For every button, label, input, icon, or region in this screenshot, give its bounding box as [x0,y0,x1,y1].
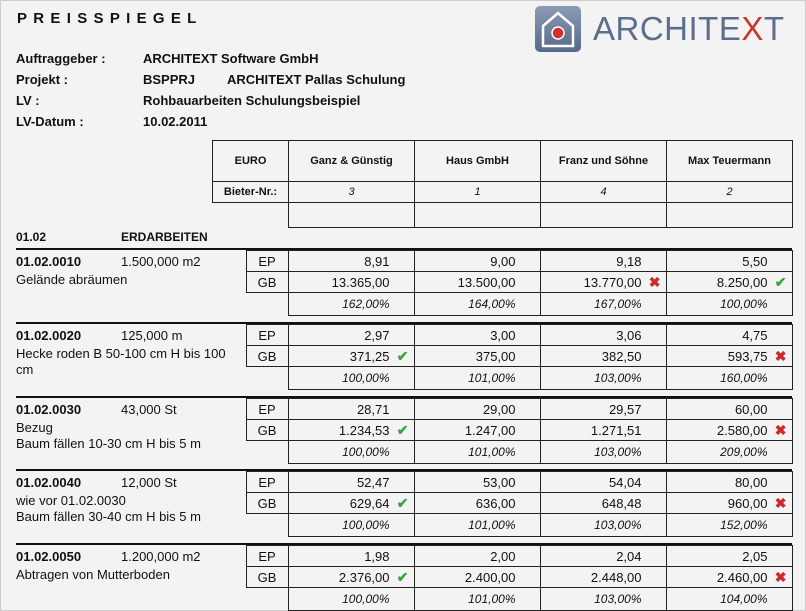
position-description: Abtragen von Mutterboden [16,566,170,582]
pct-value-cell [414,367,540,390]
pct-value: 103,00% [594,518,642,532]
cross-icon: ✖ [774,569,787,585]
gb-value-cell [666,272,792,293]
ep-value-cell [288,251,414,272]
position-item [16,248,792,316]
gb-value-cell [414,272,540,293]
empty-cell [246,588,288,611]
ep-value: 2,97 [364,327,390,343]
position-item [16,322,792,390]
ep-label: EP [246,472,288,493]
pct-value: 103,00% [594,371,642,385]
page-title: PREISSPIEGEL [17,10,203,27]
gb-value-cell [666,493,792,514]
ep-value-cell [414,399,540,420]
pct-value: 100,00% [720,297,768,311]
gb-value: 1.271,51 [590,422,642,438]
gb-value: 629,64 [349,495,390,511]
pct-value-cell [540,514,666,537]
gb-value: 593,75 [727,348,768,364]
section-title: ERDARBEITEN [121,230,208,244]
position-number: 01.02.0050 [16,548,82,564]
position-quantity: 125,000 m [121,327,183,343]
ep-value: 29,00 [482,401,516,417]
ep-value-cell [540,325,666,346]
gb-value: 960,00 [727,495,768,511]
pct-value: 209,00% [720,445,768,459]
ep-label: EP [246,251,288,272]
position-description: Gelände abräumen [16,271,128,287]
gb-value-cell [540,420,666,441]
check-icon: ✔ [774,274,787,290]
ep-value: 53,00 [482,474,516,490]
gb-value-cell [288,346,414,367]
gb-value-cell [414,567,540,588]
project-label: Projekt : [16,72,69,87]
ep-value-cell [666,472,792,493]
ep-value: 52,47 [356,474,390,490]
ep-value: 2,04 [616,548,642,564]
pct-value: 104,00% [720,592,768,606]
pct-value-cell [666,588,792,611]
gb-value: 382,50 [601,348,642,364]
cross-icon: ✖ [648,274,661,290]
pct-value: 101,00% [468,371,516,385]
gb-value-cell [288,567,414,588]
pct-value-cell [288,514,414,537]
pct-value: 162,00% [342,297,390,311]
logo-text: ARCHITE [593,10,742,47]
pct-value-cell [288,441,414,464]
gb-value: 2.376,00 [338,569,390,585]
architext-logo [535,6,785,52]
pct-value: 100,00% [342,518,390,532]
project-code: BSPPRJ [143,72,196,87]
position-number: 01.02.0010 [16,253,82,269]
gb-value-cell [288,420,414,441]
ep-value: 9,00 [490,253,516,269]
ep-value-cell [540,472,666,493]
ep-label: EP [246,325,288,346]
position-table [16,324,793,390]
empty-cell [667,203,793,228]
gb-value-cell [540,567,666,588]
pct-value: 160,00% [720,371,768,385]
pct-value: 101,00% [468,518,516,532]
gb-value: 648,48 [601,495,642,511]
position-number: 01.02.0040 [16,474,82,490]
gb-value: 1.234,53 [338,422,390,438]
position-description: wie vor 01.02.0030 Baum fällen 30-40 cm H bis 5 m [16,492,201,524]
ep-value-cell [288,399,414,420]
ep-value: 2,05 [742,548,768,564]
ep-value: 80,00 [734,474,768,490]
pct-value: 103,00% [594,592,642,606]
logo-text-end: T [763,10,785,47]
section-code: 01.02 [16,230,47,244]
position-description: Bezug Baum fällen 10-30 cm H bis 5 m [16,419,201,451]
position-table [16,250,793,316]
lv-label: LV : [16,93,40,108]
bidder-name: Ganz & Günstig [289,141,415,182]
gb-value: 8.250,00 [716,274,768,290]
cross-icon: ✖ [774,495,787,511]
currency-label: EURO [213,141,289,182]
check-icon: ✔ [396,495,409,511]
check-icon: ✔ [396,348,409,364]
cross-icon: ✖ [774,348,787,364]
gb-label: GB [246,493,288,514]
gb-value-cell [540,346,666,367]
ep-value-cell [288,472,414,493]
pct-value: 103,00% [594,445,642,459]
bidder-name: Max Teuermann [667,141,793,182]
ep-value: 29,57 [608,401,642,417]
gb-value: 375,00 [475,348,516,364]
gb-value-cell [666,346,792,367]
position-item [16,543,792,611]
pct-value-cell [414,293,540,316]
pct-value: 101,00% [468,445,516,459]
ep-value-cell [414,546,540,567]
gb-value: 13.770,00 [583,274,642,290]
gb-value: 13.500,00 [457,274,516,290]
ep-value-cell [288,325,414,346]
ep-value-cell [414,472,540,493]
empty-cell [246,367,288,390]
pct-value: 164,00% [468,297,516,311]
ep-value-cell [414,325,540,346]
pct-value: 167,00% [594,297,642,311]
pct-value-cell [414,441,540,464]
pct-value-cell [414,588,540,611]
pct-value-cell [288,588,414,611]
gb-value-cell [414,493,540,514]
ep-value: 9,18 [616,253,642,269]
gb-value: 2.580,00 [716,422,768,438]
pct-value-cell [288,293,414,316]
ep-value-cell [666,325,792,346]
gb-label: GB [246,272,288,293]
gb-value: 2.448,00 [590,569,642,585]
bidder-header-table [212,140,793,228]
position-item [16,469,792,537]
bidder-name: Franz und Söhne [541,141,667,182]
ep-value: 28,71 [356,401,390,417]
position-quantity: 1.500,000 m2 [121,253,201,269]
empty-cell [213,203,289,228]
position-quantity: 12,000 St [121,474,177,490]
pct-value: 100,00% [342,445,390,459]
cross-icon: ✖ [774,422,787,438]
pct-value-cell [666,441,792,464]
pct-value-cell [540,367,666,390]
ep-value: 60,00 [734,401,768,417]
pct-value: 100,00% [342,592,390,606]
gb-value: 636,00 [475,495,516,511]
bidder-no: 4 [541,182,667,203]
pct-value: 101,00% [468,592,516,606]
gb-value-cell [288,493,414,514]
ep-value: 2,00 [490,548,516,564]
position-item [16,396,792,464]
ep-label: EP [246,399,288,420]
ep-value: 8,91 [364,253,390,269]
check-icon: ✔ [396,569,409,585]
date-value: 10.02.2011 [143,114,208,129]
pct-value-cell [288,367,414,390]
pct-value-cell [666,293,792,316]
logo-text-accent: X [741,10,764,47]
ep-value: 3,00 [490,327,516,343]
pct-value-cell [540,441,666,464]
ep-value-cell [666,399,792,420]
position-quantity: 43,000 St [121,401,177,417]
date-label: LV-Datum : [16,114,84,129]
empty-cell [246,293,288,316]
position-description: Hecke roden B 50-100 cm H bis 100 cm [16,345,226,377]
gb-value-cell [540,493,666,514]
client-label: Auftraggeber : [16,51,106,66]
position-table [16,398,793,464]
ep-value-cell [540,251,666,272]
pct-value-cell [666,514,792,537]
gb-value-cell [414,420,540,441]
empty-cell [246,441,288,464]
bidder-no: 1 [415,182,541,203]
bidder-no: 2 [667,182,793,203]
ep-value: 54,04 [608,474,642,490]
ep-value: 5,50 [742,253,768,269]
pct-value-cell [540,588,666,611]
pct-value-cell [666,367,792,390]
empty-cell [289,203,415,228]
ep-value-cell [540,546,666,567]
position-number: 01.02.0030 [16,401,82,417]
ep-value-cell [540,399,666,420]
gb-value-cell [288,272,414,293]
pct-value-cell [414,514,540,537]
gb-value-cell [666,567,792,588]
ep-value: 3,06 [616,327,642,343]
gb-label: GB [246,567,288,588]
position-quantity: 1.200,000 m2 [121,548,201,564]
gb-value-cell [414,346,540,367]
ep-value: 4,75 [742,327,768,343]
ep-value-cell [288,546,414,567]
project-name: ARCHITEXT Pallas Schulung [227,72,406,87]
house-logo-icon [535,6,581,52]
gb-value: 2.400,00 [464,569,516,585]
gb-value: 1.247,00 [464,422,516,438]
position-number: 01.02.0020 [16,327,82,343]
ep-label: EP [246,546,288,567]
empty-cell [541,203,667,228]
bidder-no: 3 [289,182,415,203]
pct-value: 152,00% [720,518,768,532]
empty-cell [246,514,288,537]
bidder-name: Haus GmbH [415,141,541,182]
gb-value: 371,25 [349,348,390,364]
pct-value: 100,00% [342,371,390,385]
ep-value: 1,98 [364,548,390,564]
empty-cell [415,203,541,228]
ep-value-cell [666,546,792,567]
position-table [16,545,793,611]
lv-value: Rohbauarbeiten Schulungsbeispiel [143,93,361,108]
check-icon: ✔ [396,422,409,438]
gb-value-cell [666,420,792,441]
gb-value: 2.460,00 [716,569,768,585]
ep-value-cell [414,251,540,272]
bidder-no-label: Bieter-Nr.: [213,182,289,203]
gb-value-cell [540,272,666,293]
gb-label: GB [246,346,288,367]
ep-value-cell [666,251,792,272]
client-value: ARCHITEXT Software GmbH [143,51,319,66]
gb-value: 13.365,00 [331,274,390,290]
pct-value-cell [540,293,666,316]
position-table [16,471,793,537]
gb-label: GB [246,420,288,441]
